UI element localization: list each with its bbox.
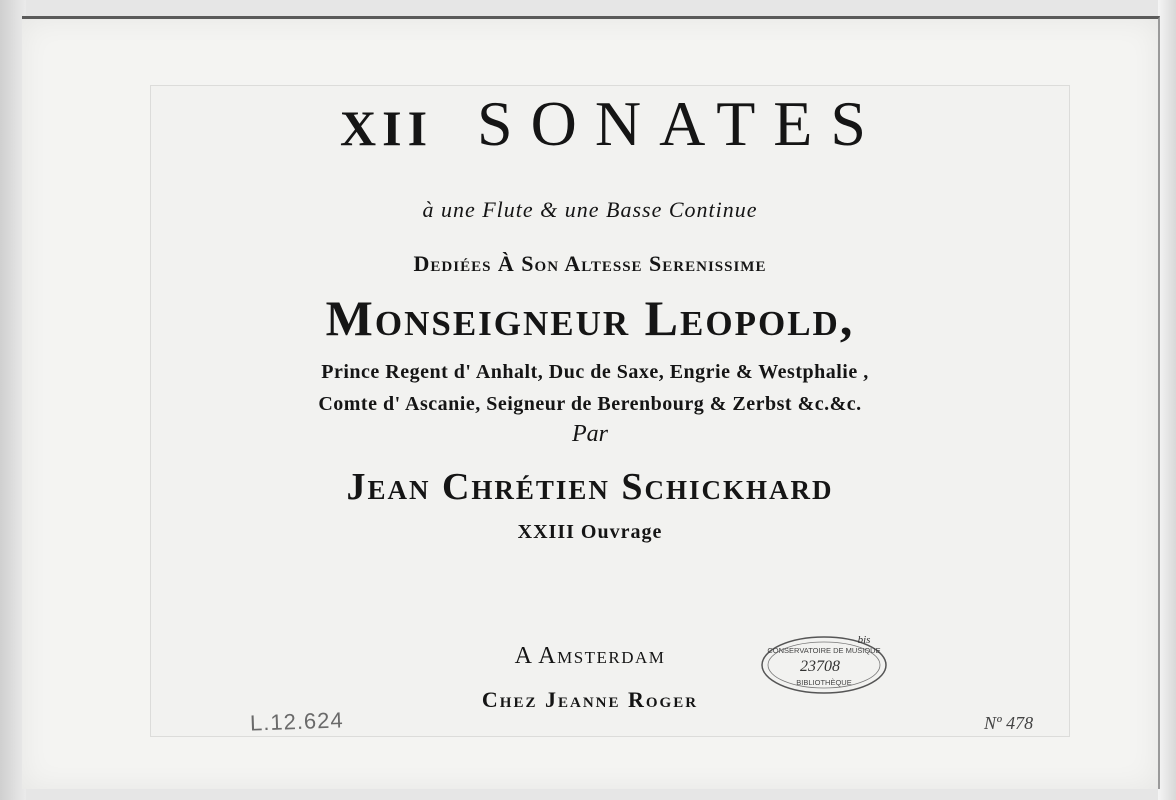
stamp-bottom-text: BIBLIOTHÈQUE [796, 678, 852, 687]
dedicatee-titles-line-2: Comte d' Ascanie, Seigneur de Berenbourg & Zerbst &c.&c. [318, 393, 862, 415]
stamp-suffix: bis [857, 634, 871, 646]
subtitle: à une Flute & une Basse Continue [422, 197, 758, 222]
page-title [182, 87, 1042, 161]
dedicatee-titles-line-1: Prince Regent d' Anhalt, Duc de Saxe, Engrie & Westphalie , [321, 361, 869, 383]
by-line: Par [572, 421, 608, 447]
dedicatee-name: Monseigneur Leopold, [325, 290, 855, 346]
title-page [22, 16, 1160, 789]
library-stamp-graphic [760, 633, 888, 695]
library-stamp [760, 633, 888, 695]
page-edge [1158, 0, 1176, 800]
plate-number: Nº 478 [984, 713, 1034, 733]
title-word: SONATES [477, 88, 884, 159]
dedication-line: Dediées À Son Altesse Serenissime [413, 251, 767, 276]
imprint-publisher: Chez Jeanne Roger [481, 687, 699, 712]
opus-number: XXIII Ouvrage [517, 521, 663, 543]
imprint-city: A Amsterdam [514, 643, 666, 669]
title-number: XII [340, 100, 434, 156]
stamp-top-text: CONSERVATOIRE DE MUSIQUE [767, 646, 881, 655]
composer-name: Jean Chrétien Schickhard [346, 466, 834, 508]
shelfmark: L.12.624 [249, 707, 345, 736]
stamp-number: 23708 [800, 658, 840, 675]
